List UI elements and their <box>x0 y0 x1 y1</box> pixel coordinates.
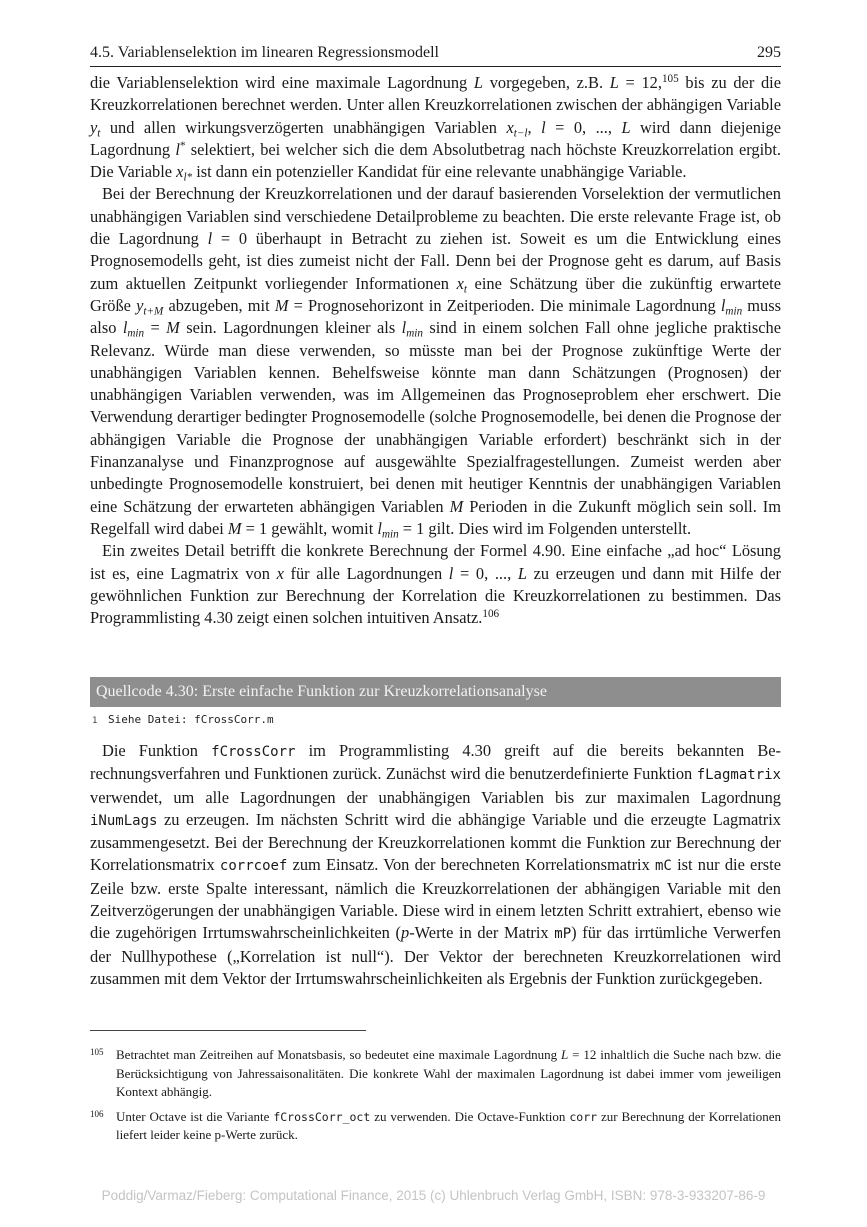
inline-code: fCrossCorr_oct <box>273 1109 371 1124</box>
inline-code: mC <box>655 858 672 875</box>
footnote-ref: * <box>179 139 186 152</box>
inline-code: fCrossCorr <box>211 744 296 760</box>
code-text: Siehe Datei: fCrossCorr.m <box>108 713 274 726</box>
paragraph <box>90 183 781 540</box>
footnote <box>90 1046 781 1102</box>
footnote-divider <box>90 1030 366 1031</box>
math-symbol: y <box>90 117 98 137</box>
math-symbol: t <box>463 283 467 296</box>
text-run: im Programmlisting 4.30 greift auf die bereits bekannten Berechnungsverfahren und Funktionen zurück. Zunächst wird die benutzerdefinierte Funktion <box>90 741 781 784</box>
math-symbol: x <box>506 117 514 137</box>
text-run: , <box>527 117 542 137</box>
math-symbol: L <box>621 117 631 137</box>
math-symbol: y <box>136 295 144 315</box>
math-symbol: M <box>449 496 464 516</box>
text-run: wird dann diejenige Lagordnung <box>90 117 781 159</box>
text-run: = 0 überhaupt in Betracht zu ziehen ist. Soweit es um die Entwicklung eines Prognosemodells geht, ist dies zumeist nicht der Fall. Denn bei der Prognose geht es darum, auf Basis zum aktuellen Zeitpunkt vorliegender Informationen <box>90 229 781 293</box>
text-run: ist nur die erste Zeile bzw. erste Spalte interessant, nämlich die Kreuzkorrelationen der abhängigen Variable mit den Zeitverzögerungen der unabhängigen Variable. Diese wird in einem letzten Schritt extrahiert, ebenso wie die zugehörigen Irrtumswahrscheinlichkeiten ( <box>90 855 781 943</box>
math-symbol: t+M <box>143 305 164 318</box>
footnote-ref: 106 <box>482 608 500 620</box>
text-run: zu erzeugen und dann mit Hilfe der gewöhnlichen Funktion zur Berechnung der Korrelation die Kreuzkorrelationen zu bestimmen. Das Programmlisting 4.30 zeigt einen solchen intuitiven Ansatz. <box>90 563 781 628</box>
inline-code: corrcoef <box>219 858 288 875</box>
text-run: die Variablenselektion wird eine maximale Lagordnung <box>90 73 474 92</box>
math-symbol: p <box>400 923 410 943</box>
math-symbol: l <box>401 318 407 338</box>
math-symbol: l <box>720 295 726 315</box>
text-run: ) für das irrtümliche Verwerfen der Nullhypothese („Korrelation ist null“). Der Vektor der berechneten Kreuzkorrelationen wird zusammen mit dem Vektor der Irrtumswahrscheinlichkeiten als Ergebnis der Funktion zurückgegeben. <box>90 923 781 988</box>
text-run: = 0, ..., <box>545 117 622 137</box>
text-run: zur Berechnung der Korrelationen liefert leider keine p-Werte zurück. <box>116 1108 781 1142</box>
text-run: muss also <box>90 295 781 338</box>
footnotes <box>90 1046 781 1151</box>
math-symbol: min <box>725 305 743 318</box>
text-run: = 12, <box>618 73 662 92</box>
math-symbol: L <box>609 73 619 92</box>
math-symbol: l <box>377 518 382 538</box>
math-symbol: x <box>276 563 284 583</box>
footnote-number: 105 <box>90 1047 104 1057</box>
text-run: = 1 gewählt, womit <box>241 518 378 538</box>
line-number: 1 <box>92 716 98 726</box>
text-run: = <box>144 318 167 338</box>
math-symbol: x <box>176 162 184 182</box>
inline-code: corr <box>569 1109 598 1124</box>
text-run: = 1 gilt. Dies wird im Folgenden unterstellt. <box>398 518 692 538</box>
math-symbol: min <box>127 327 145 340</box>
text-run: sein. Lagordnungen kleiner als <box>179 318 402 338</box>
math-symbol: l <box>448 563 454 583</box>
running-header <box>90 42 781 67</box>
copyright-watermark: Poddig/Varmaz/Fieberg: Computational Finance, 2015 (c) Uhlenbruch Verlag GmbH, ISBN: 978-3-933207-86-9 <box>101 1188 766 1203</box>
footnote-ref: 105 <box>661 72 679 85</box>
inline-code: iNumLags <box>90 812 158 829</box>
body-text-bottom <box>90 740 781 990</box>
math-symbol: t <box>97 126 101 139</box>
text-run: sind in einem solchen Fall ohne jegliche praktische Relevanz. Würde man diese verwenden, so müsste man bei der Prognose zukünftige Werte der unabhängigen Variablen kennen. Behelfsweise könnte man dann Schätzungen (Prognosen) der unabhängigen Variablen verwenden, was im Allgemeinen das Prognoseproblem eher erschwert. Die Verwendung derartiger bedingter Prognosemodelle (solche Prognosemodelle, bei denen die Prognose der abhängigen Variable die Prognose der unabhängigen Variable erfordert) beschränkt sich in der Finanzanalyse und Finanzprognose auf ausgewählte Spezialfragestellungen. Zumeist werden aber unbedingte Prognosemodelle konstruiert, bei denen mit heutiger Kenntnis der unabhängigen Variablen eine Schätzung der erwarteten abhängigen Variablen <box>90 318 781 516</box>
text-run: Betrachtet man Zeitreihen auf Monatsbasis, so bedeutet eine maximale Lagordnung <box>116 1047 562 1062</box>
paragraph <box>90 72 781 183</box>
text-run: ist dann ein potenzieller Kandidat für eine relevante unabhängige Variable. <box>192 162 687 182</box>
math-symbol: l <box>207 229 213 249</box>
text-run: = 12 inhaltlich die Suche nach bzw. die Berücksichtigung von Jahressaisonalitäten. Die konkrete Wahl der maximalen Lagordnung ist dabei immer vom jeweiligen Kontext abhängig. <box>116 1047 781 1099</box>
math-symbol: t−l <box>513 126 528 139</box>
math-symbol: M <box>274 295 289 315</box>
text-run: -Werte in der Matrix <box>409 923 555 943</box>
text-run: abzugeben, mit <box>163 295 275 315</box>
text-run: und allen wirkungsverzögerten unabhängigen Variablen <box>100 117 507 137</box>
listing-line <box>90 713 781 726</box>
inline-code: fLagmatrix <box>696 767 781 784</box>
text-run: selektiert, bei welcher sich die dem Absolutbetrag nach höchste Kreuzkorrelation ergibt. Die Variable <box>90 139 781 182</box>
body-text-top <box>90 72 781 629</box>
text-run: Die Funktion <box>102 741 212 760</box>
text-run: Unter Octave ist die Variante <box>116 1108 274 1124</box>
code-listing <box>90 677 781 726</box>
math-symbol: L <box>561 1047 569 1062</box>
math-symbol: M <box>227 518 242 538</box>
text-run: Bei der Berechnung der Kreuzkorrelationen und der darauf basierenden Vorselektion der vermutlichen unabhängigen Variablen sind verschiedene Detailprobleme zu beachten. Die erste relevante Frage ist, ob die Lagordnung <box>90 184 781 249</box>
text-run: bis zu der die Kreuzkorrelationen berechnet werden. Unter allen Kreuzkorrelationen zwischen der abhängigen Variable <box>90 73 781 115</box>
math-symbol: min <box>381 528 399 541</box>
listing-caption: Quellcode 4.30: Erste einfache Funktion zur Kreuzkorrelationsanalyse <box>90 677 781 707</box>
section-title: 4.5. Variablenselektion im linearen Regressionsmodell <box>90 44 439 61</box>
text-run: = 0, ..., <box>453 563 518 583</box>
math-symbol: L <box>473 73 484 92</box>
text-run: Ein zweites Detail betrifft die konkrete Berechnung der Formel 4.90. Eine einfache „ad hoc“ Lösung ist es, eine Lagmatrix von <box>90 541 781 583</box>
math-symbol: l <box>175 139 180 159</box>
text-run: zu verwenden. Die Octave-Funktion <box>370 1108 570 1124</box>
math-symbol: l* <box>183 171 193 184</box>
text-run: für alle Lagordnungen <box>283 563 449 583</box>
math-symbol: l <box>541 117 546 137</box>
text-run: vorgegeben, z.B. <box>483 73 610 92</box>
footnote <box>90 1108 781 1145</box>
math-symbol: l <box>122 318 128 338</box>
footnote-number: 106 <box>90 1108 104 1119</box>
text-run: zu erzeugen. Im nächsten Schritt wird die abhängige Variable und die erzeugte Lagmatrix zusammengesetzt. Bei der Berechnung der Kreuzkorrelationen kommt die Funktion zur Berechnung der Korrelationsmatrix <box>90 809 781 875</box>
inline-code: mP <box>554 926 572 943</box>
text-run: zum Einsatz. Von der berechneten Korrelationsmatrix <box>287 855 655 875</box>
paragraph <box>90 740 781 990</box>
math-symbol: L <box>517 563 527 583</box>
math-symbol: min <box>406 327 423 340</box>
text-run: Perioden in die Zukunft möglich sein soll. Im Regelfall wird dabei <box>90 496 781 538</box>
math-symbol: x <box>456 273 464 293</box>
page-number: 295 <box>757 44 781 61</box>
text-run: verwendet, um alle Lagordnungen der unabhängigen Variablen bis zur maximalen Lagordnung <box>90 787 781 807</box>
math-symbol: M <box>166 318 180 338</box>
text-run: = Prognosehorizont in Zeitperioden. Die minimale Lagordnung <box>288 295 721 315</box>
text-run: eine Schätzung über die zukünftig erwartete Größe <box>90 273 781 315</box>
paragraph <box>90 540 781 629</box>
